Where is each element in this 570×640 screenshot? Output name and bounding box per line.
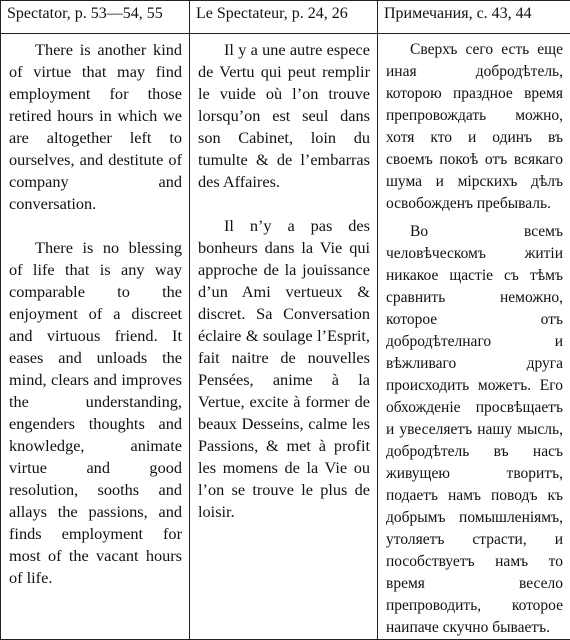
- english-column: [1, 34, 190, 640]
- french-paragraph-2: Il n’y a pas des bonheurs dans la Vie qui approche de la jouissance d’un Ami vertueux & discret. Sa Conversation éclaire & soulage l’Esprit, fait naitre de nouvelles Pensées, anime à la Vertue, excite à former de beaux Desseins, calme les Passions, & met à profit les momens de la Vie ou l’on se trouve le plus de loisir.: [198, 215, 370, 523]
- russian-column: [378, 34, 570, 640]
- french-paragraph-1: Il y a une autre espece de Vertu qui peut remplir le vuide où l’on trouve lorsqu’on est seul dans son Cabinet, loin du tumulte & de l’embarras des Affaires.: [198, 39, 370, 193]
- body-row: [1, 34, 570, 640]
- russian-paragraph-1: Сверхъ сего есть еще иная добродѣтель, которою праздное время препровождать можно, хотя кто и одинъ въ своемъ покоѣ отъ всякаго шума и мірскихъ дѣлъ освобожденъ пребываль.: [386, 39, 563, 215]
- header-spectator: Spectator, p. 53—54, 55: [1, 1, 190, 34]
- header-row: [1, 1, 570, 34]
- french-column: [190, 34, 378, 640]
- header-spectateur: Le Spectateur, p. 24, 26: [190, 1, 378, 34]
- english-paragraph-2: There is no blessing of life that is any way comparable to the enjoyment of a discreet and virtuous friend. It eases and unloads the mind, clears and improves the understanding, engenders thoughts and knowledge, animate virtue and good resolution, sooths and allays the passions, and finds employment for most of the vacant hours of life.: [9, 237, 182, 589]
- russian-paragraph-2: Во всемъ человѣческомъ житіи никакое щастіе съ тѣмъ сравнить неможно, которое отъ добродѣтелнаго и вѣжливаго друга происходить можетъ. Его обхожденіе просвѣщаетъ и увеселяетъ нашу мысль, добродѣтель въ насъ живущею творитъ, подаетъ намъ поводъ къ добрымъ помышленіямъ, утоляетъ страсти, и пособствуетъ намъ то время весело препроводить, которое наипаче скучно бываетъ.: [386, 221, 563, 639]
- header-primechaniya: Примечания, с. 43, 44: [378, 1, 570, 34]
- english-paragraph-1: There is another kind of virtue that may find employment for those retired hours in which we are altogether left to ourselves, and destitute of company and conversation.: [9, 39, 182, 215]
